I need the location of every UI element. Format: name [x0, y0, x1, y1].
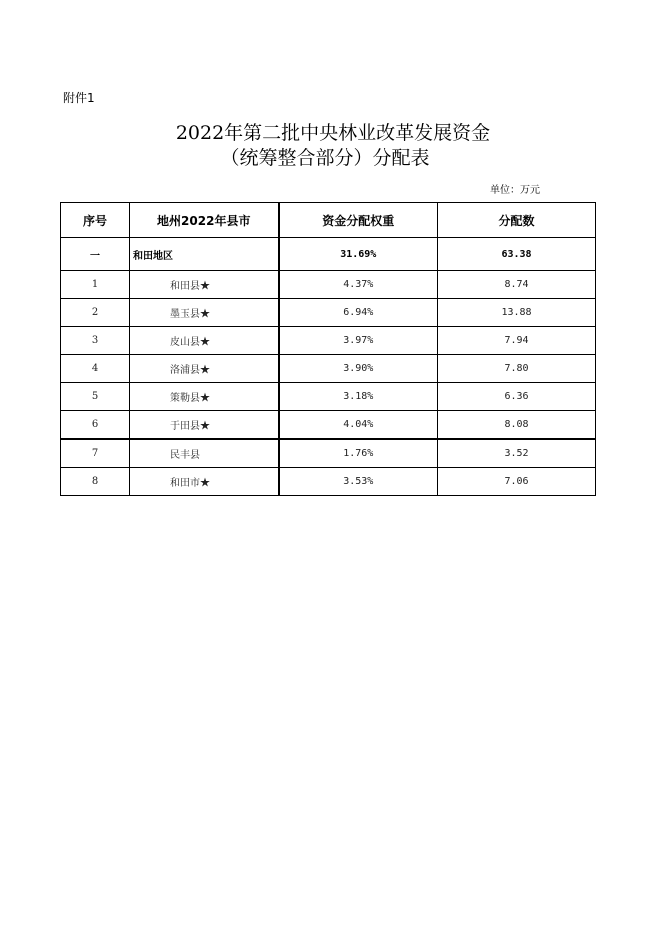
row-county-name: 墨玉县★	[130, 299, 279, 327]
header-index: 序号	[61, 203, 130, 238]
table-row	[61, 271, 596, 299]
row-weight: 3.90%	[279, 355, 438, 383]
row-weight: 4.04%	[279, 411, 438, 440]
row-county-name: 和田县★	[130, 271, 279, 299]
row-county-name: 洛浦县★	[130, 355, 279, 383]
row-index: 2	[61, 299, 130, 327]
allocation-table	[60, 202, 596, 496]
row-index: 3	[61, 327, 130, 355]
row-weight: 6.94%	[279, 299, 438, 327]
row-index: 5	[61, 383, 130, 411]
region-index: 一	[61, 238, 130, 271]
row-county-name: 策勒县★	[130, 383, 279, 411]
row-index: 1	[61, 271, 130, 299]
row-index: 6	[61, 411, 130, 440]
row-weight: 3.18%	[279, 383, 438, 411]
row-weight: 3.53%	[279, 468, 438, 496]
row-weight: 3.97%	[279, 327, 438, 355]
row-weight: 4.37%	[279, 271, 438, 299]
row-amount: 7.94	[438, 327, 596, 355]
row-amount: 6.36	[438, 383, 596, 411]
row-amount: 7.80	[438, 355, 596, 383]
row-index: 8	[61, 468, 130, 496]
row-county-name: 民丰县	[130, 439, 279, 468]
header-county: 地州2022年县市	[130, 203, 279, 238]
table-row	[61, 439, 596, 468]
row-county-name: 于田县★	[130, 411, 279, 440]
row-index: 7	[61, 439, 130, 468]
region-amount: 63.38	[438, 238, 596, 271]
row-amount: 13.88	[438, 299, 596, 327]
unit-label: 单位：万元	[490, 185, 540, 196]
region-row	[61, 238, 596, 271]
row-county-name: 皮山县★	[130, 327, 279, 355]
row-amount: 3.52	[438, 439, 596, 468]
table-row	[61, 468, 596, 496]
attachment-label: 附件1	[63, 91, 95, 105]
header-amount: 分配数	[438, 203, 596, 238]
row-amount: 7.06	[438, 468, 596, 496]
table-row	[61, 327, 596, 355]
header-weight: 资金分配权重	[279, 203, 438, 238]
table-header-row	[61, 203, 596, 238]
document-title-line1: 2022年第二批中央林业改革发展资金	[175, 122, 491, 144]
row-index: 4	[61, 355, 130, 383]
table-row	[61, 299, 596, 327]
row-amount: 8.08	[438, 411, 596, 440]
row-amount: 8.74	[438, 271, 596, 299]
document-title-line2: （统筹整合部分）分配表	[220, 147, 430, 169]
region-weight: 31.69%	[279, 238, 438, 271]
table-row	[61, 383, 596, 411]
table-row	[61, 411, 596, 440]
region-name: 和田地区	[130, 238, 279, 271]
row-weight: 1.76%	[279, 439, 438, 468]
table-row	[61, 355, 596, 383]
row-county-name: 和田市★	[130, 468, 279, 496]
